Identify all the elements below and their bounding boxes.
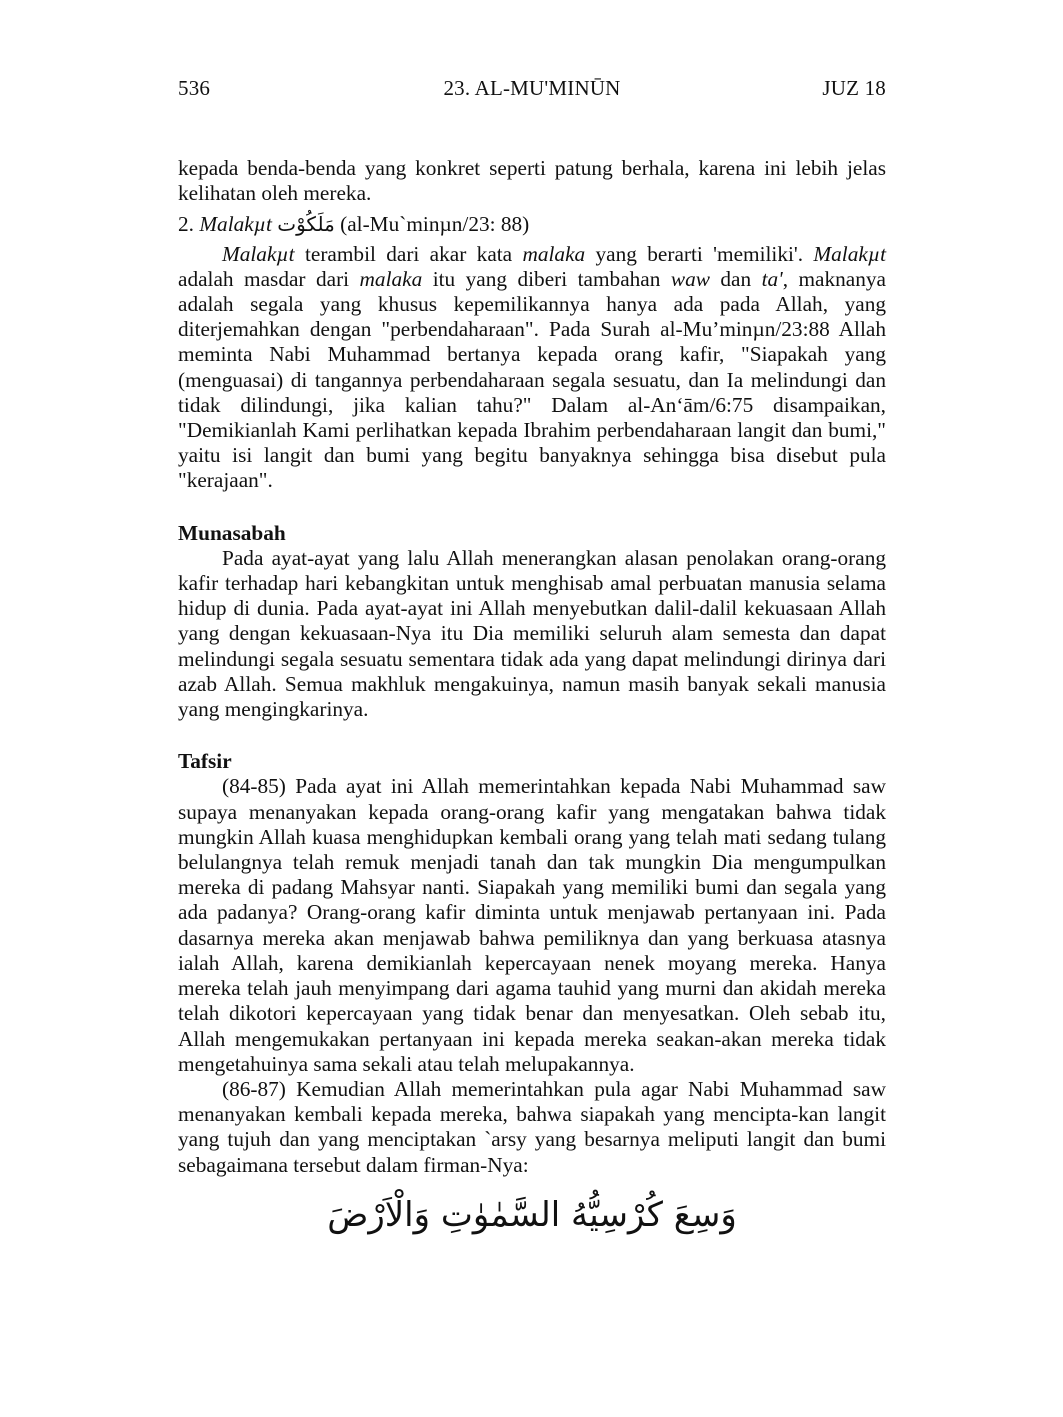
page-body [178, 156, 886, 1238]
tafsir-heading: Tafsir [178, 749, 232, 774]
term-malakut: Malakµt [813, 241, 887, 266]
term-malaka: malaka [522, 241, 586, 266]
text-span: adalah masdar dari [178, 266, 360, 291]
item-number: 2. [178, 212, 194, 237]
text-span: yang berarti 'memiliki'. [585, 241, 814, 266]
tafsir-paragraph-1: (84-85) Pada ayat ini Allah memerintahkan kepada Nabi Muhammad saw supaya menanyakan kepada orang-orang kafir yang mengatakan bahwa tidak mungkin Allah kuasa menghidupkan kembali orang yang telah mati sedang tulang belulangnya telah remuk menjadi tanah dan tak mungkin Dia mengumpulkan mereka di padang Mahsyar nanti. Siapakah yang memiliki bumi dan segala yang ada padanya? Orang-orang kafir diminta untuk menjawab pertanyaan ini. Pada dasarnya mereka akan menjawab bahwa pemiliknya dan yang berkuasa atasnya ialah Allah, karena demikianlah kepercayaan nenek moyang mereka. Hanya mereka telah jauh menyimpang dari agama tauhid yang murni dan akidah mereka telah dikotori kepercayaan yang tidak benar dan menyesatkan. Oleh sebab itu, Allah mengemukakan pertanyaan ini kepada mereka seakan-akan mereka tidak mengetahuinya sama sekali atau telah melupakannya. [178, 774, 886, 1076]
text-span: itu yang diberi tambahan [422, 266, 671, 291]
vocabulary-item-2 [178, 212, 886, 237]
item-term: Malakµt [199, 212, 272, 237]
malakut-paragraph [178, 242, 886, 494]
term-ta: ta' [761, 266, 783, 291]
page-header [178, 70, 886, 110]
intro-paragraph: kepada benda-benda yang konkret seperti patung berhala, karena ini lebih jelas kelihatan oleh mereka. [178, 156, 886, 206]
term-waw: waw [670, 266, 710, 291]
page-number: 536 [178, 76, 211, 100]
term-malaka: malaka [359, 266, 423, 291]
quran-verse-arabic: وَسِعَ كُرْسِيُّهُ السَّمٰوٰتِ وَالْاَرْضَ [327, 1194, 737, 1235]
item-reference: (al-Mu`minµn/23: 88) [340, 212, 530, 237]
term-malakut: Malakµt [222, 241, 295, 266]
chapter-title: 23. AL-MU'MINŪN [443, 76, 621, 100]
text-span: dan [709, 266, 762, 291]
munasabah-paragraph: Pada ayat-ayat yang lalu Allah menerangkan alasan penolakan orang-orang kafir terhadap hari kebangkitan untuk menghisab amal perbuatan manusia selama hidup di dunia. Pada ayat-ayat ini Allah menyebutkan dalil-dalil kekuasaan Allah yang dengan kekuasaan-Nya itu Dia memiliki seluruh alam semesta dan dapat melindungi segala sesuatu sementara tidak ada yang dapat melindungi dirinya dari azab Allah. Semua makhluk mengakuinya, namun masih banyak sekali manusia yang mengingkarinya. [178, 545, 886, 722]
tafsir-paragraph-2: (86-87) Kemudian Allah memerintahkan pula agar Nabi Muhammad saw menanyakan kembali kepada mereka, bahwa siapakah yang mencipta-kan langit yang tujuh dan yang menciptakan `arsy yang besarnya meliputi langit dan bumi sebagaimana tersebut dalam firman-Nya: [178, 1076, 886, 1177]
item-arabic: مَلَكُوْت [277, 212, 335, 237]
munasabah-heading: Munasabah [178, 520, 286, 545]
book-page [178, 70, 887, 1235]
text-span: terambil dari akar kata [294, 241, 523, 266]
juz-label: JUZ 18 [822, 76, 886, 100]
text-span: , maknanya adalah segala yang khusus kepemilikannya hanya ada pada Allah, yang diterjemahkan dengan "perbendaharaan". Pada Surah al-Mu’minµn/23:88 Allah meminta Nabi Muhammad bertanya kepada orang kafir, "Siapakah yang (menguasai) di tangannya perbendaharaan segala sesuatu, dan Ia melindungi dan tidak dilindungi, jika kalian tahu?" Dalam al-An‘ām/6:75 disampaikan, "Demikianlah Kami perlihatkan kepada Ibrahim perbendaharaan langit dan bumi," yaitu isi langit dan bumi yang begitu banyaknya sehingga bisa disebut pula "kerajaan". [178, 266, 886, 493]
